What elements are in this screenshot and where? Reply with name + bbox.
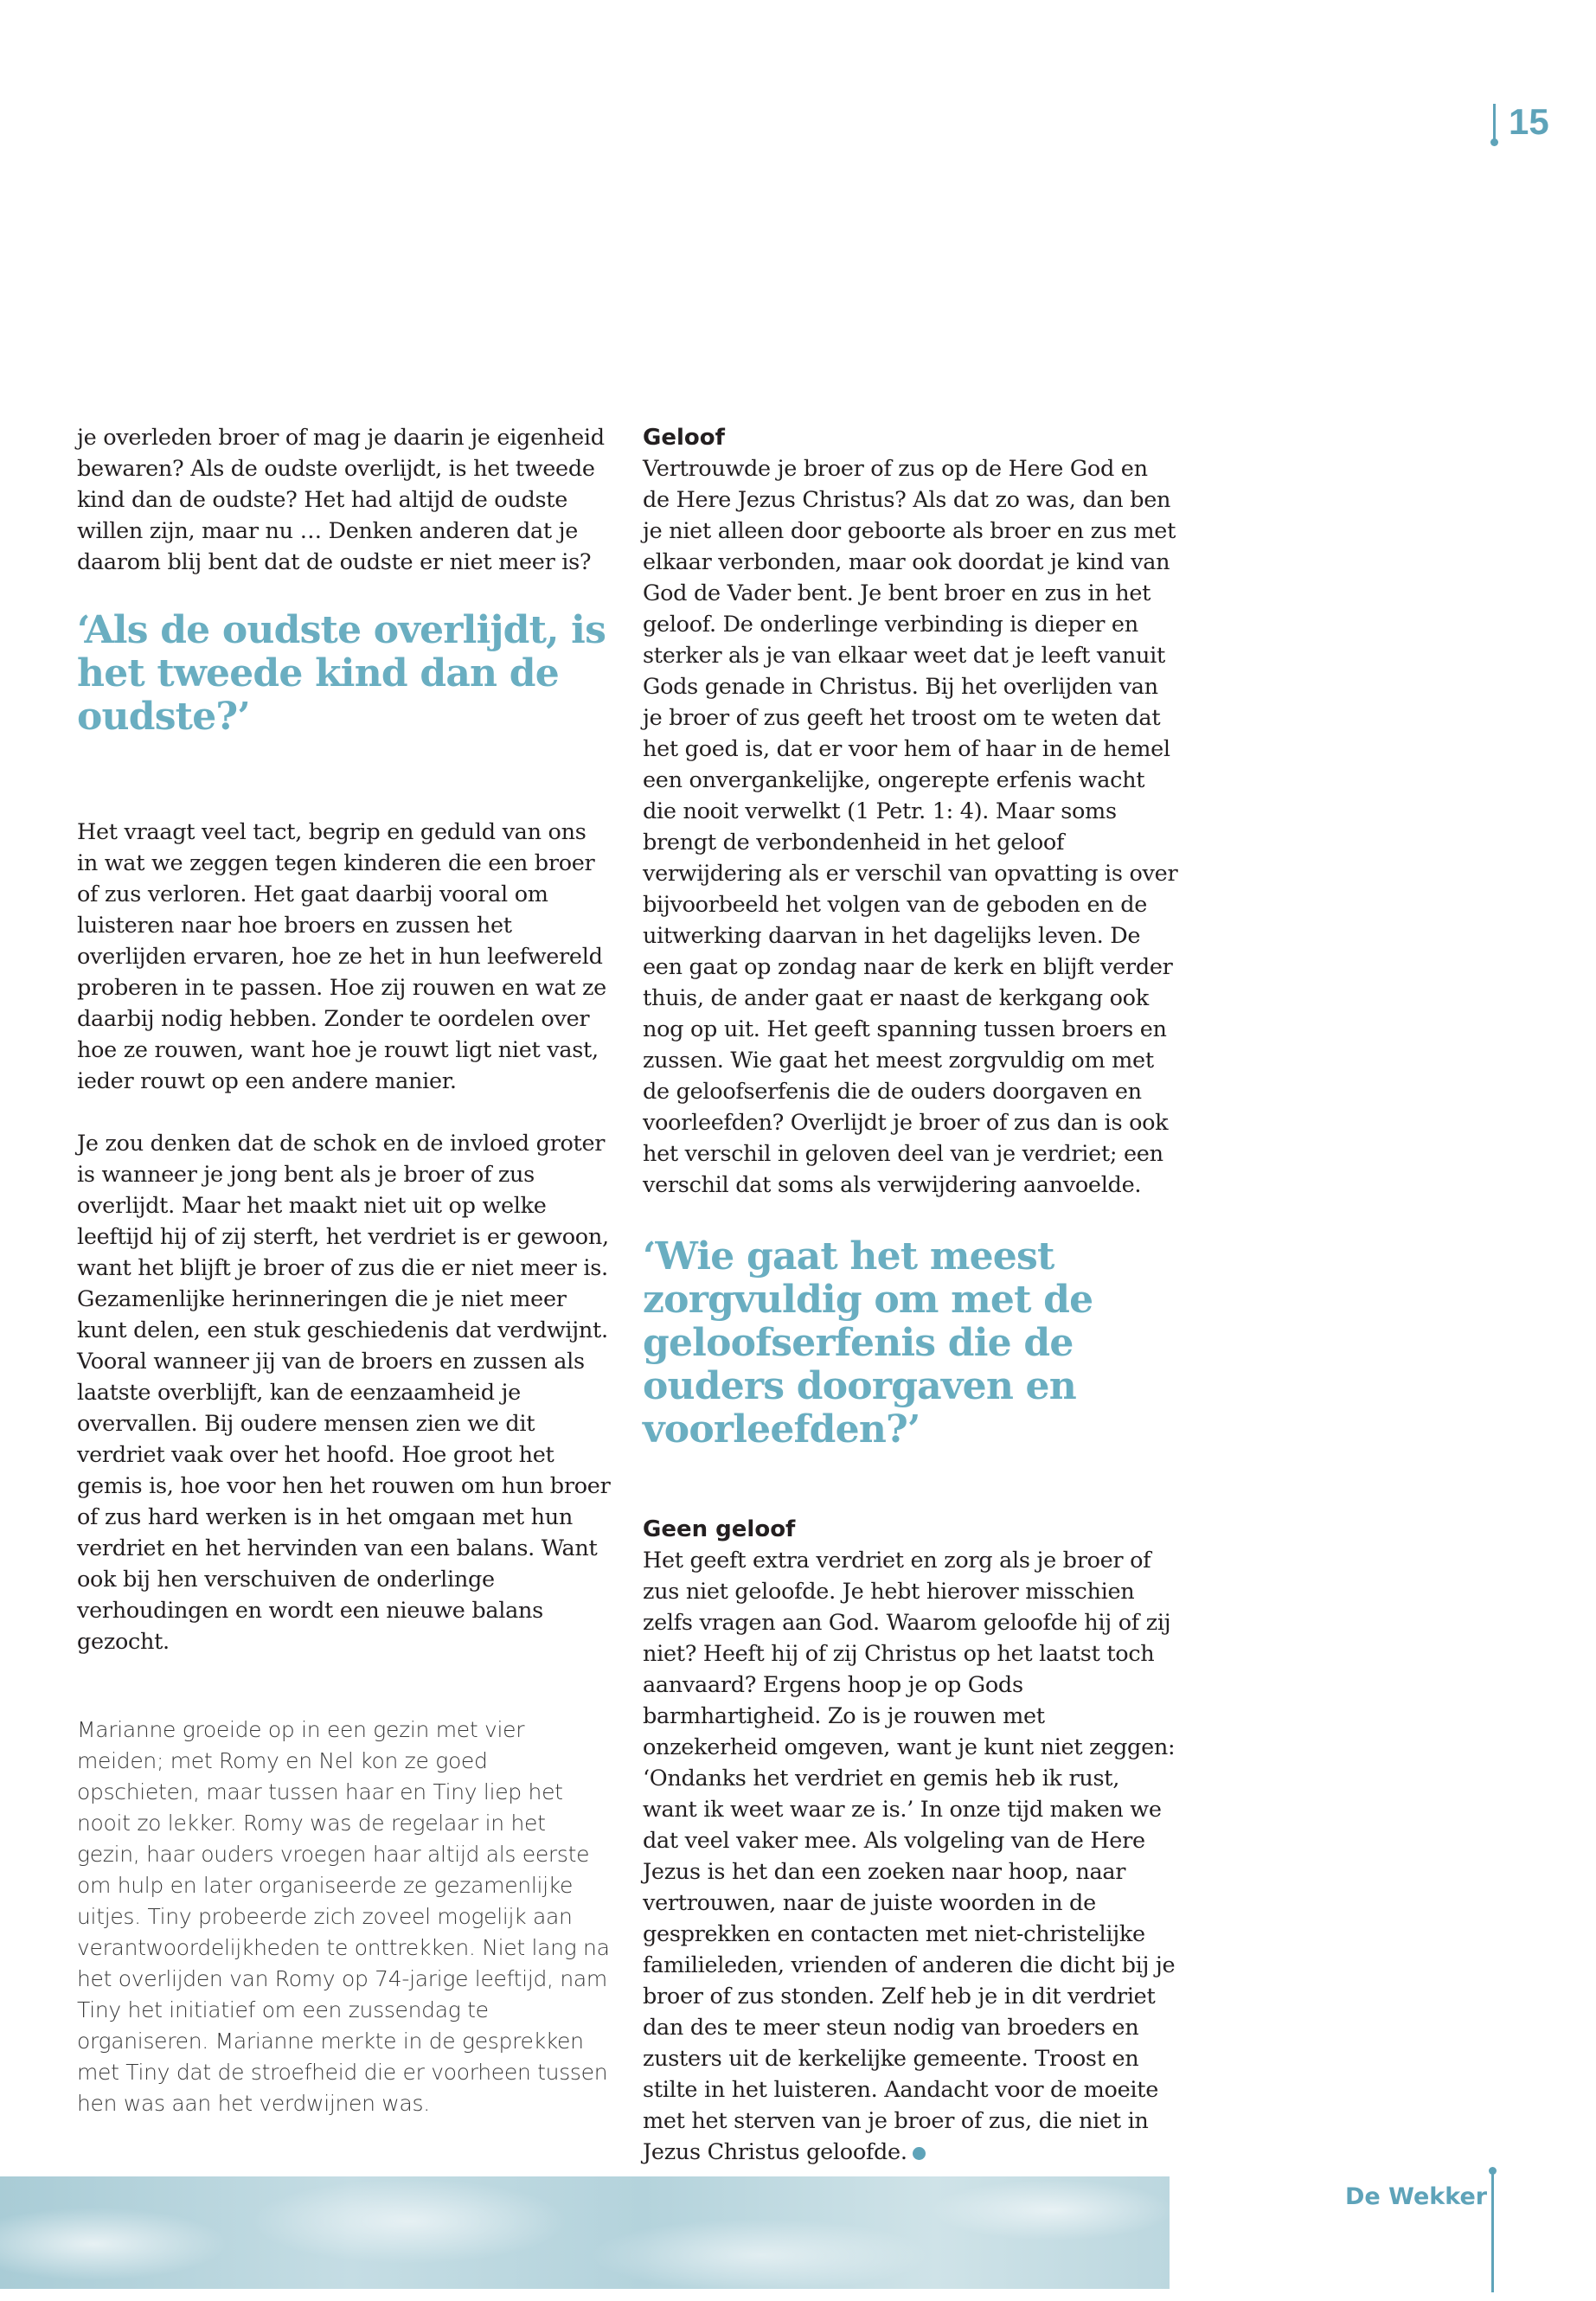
footer-sky-image: [0, 2176, 1170, 2289]
footer-rule: [1491, 2173, 1494, 2292]
heading-geloof: Geloof: [643, 425, 725, 451]
right-column: [643, 422, 1179, 2168]
page-number: 15: [1509, 101, 1549, 142]
pull-quote-right: ‘Wie gaat het meest zorgvuldig om met de geloofserfenis die de ouders doorgaven en voorleefden?’: [643, 1234, 1093, 1452]
left-paragraph-3: Je zou denken dat de schok en de invloed groter is wanneer je jong bent als je broer of zus overlijdt. Maar het maakt niet uit op welke leeftijd hij of zij sterft, het verdriet is er gewoon, want het blijft je broer of zus die er niet meer is. Gezamenlijke herinneringen die je niet meer kunt delen, een stuk geschiedenis dat verdwijnt. Vooral wanneer jij van de broers en zussen als laatste overblijft, kan de eenzaamheid je overvallen. Bij oudere mensen zien we dit verdriet vaak over het hoofd. Hoe groot het gemis is, hoe voor hen het rouwen om hun broer of zus hard werken is in het omgaan met hun verdriet en het hervinden van een balans. Want ook bij hen verschuiven de onderlinge verhoudingen en wordt een nieuwe balans gezocht.: [77, 1131, 611, 1655]
right-paragraph-2-text: Het geeft extra verdriet en zorg als je broer of zus niet geloofde. Je hebt hierover misschien zelfs vragen aan God. Waarom geloofde hij of zij niet? Heeft hij of zij Christus op het laatst toch aanvaard? Ergens hoop je op Gods barmhartigheid. Zo is je rouwen met onzekerheid omgeven, want je kunt niet zeggen: ‘Ondanks het verdriet en gemis heb ik rust, want ik weet waar ze is.’ In onze tijd maken we dat veel vaker mee. Als volgeling van de Here Jezus is het dan een zoeken naar hoop, naar vertrouwen, naar de juiste woorden in de gesprekken en contacten met niet-christelijke familieleden, vrienden of anderen die dicht bij je broer of zus stonden. Zelf heb je in dit verdriet dan des te meer steun nodig van broeders en zusters uit de kerkelijke gemeente. Troost en stilte in het luisteren. Aandacht voor de moeite met het sterven van je broer of zus, die niet in Jezus Christus geloofde.: [643, 1548, 1176, 2165]
page-number-rule: [1493, 104, 1496, 142]
magazine-name: De Wekker: [1345, 2183, 1488, 2210]
pull-quote-left: ‘Als de oudste overlijdt, is het tweede kind dan de oudste?’: [77, 608, 606, 739]
left-paragraph-2: Het vraagt veel tact, begrip en geduld van ons in wat we zeggen tegen kinderen die een broer of zus verloren. Het gaat daarbij vooral om luisteren naar hoe broers en zussen het overlijden ervaren, hoe ze het in hun leefwereld proberen in te passen. Hoe zij rouwen en wat ze daarbij nodig hebben. Zonder te oordelen over hoe ze rouwen, want hoe je rouwt ligt niet vast, ieder rouwt op een andere manier.: [77, 819, 606, 1094]
heading-geen-geloof: Geen geloof: [643, 1516, 796, 1542]
left-paragraph-1: je overleden broer of mag je daarin je eigenheid bewaren? Als de oudste overlijdt, is het tweede kind dan de oudste? Het had altijd de oudste willen zijn, maar nu … Denken anderen dat je daarom blij bent dat de oudste er niet meer is?: [77, 425, 605, 575]
right-paragraph-1: Vertrouwde je broer of zus op de Here God en de Here Jezus Christus? Als dat zo was, dan ben je niet alleen door geboorte als broer en zus met elkaar verbonden, maar ook doordat je kind van God de Vader bent. Je bent broer en zus in het geloof. De onderlinge verbinding is dieper en sterker als je van elkaar weet dat je leeft vanuit Gods genade in Christus. Bij het overlijden van je broer of zus geeft het troost om te weten dat het goed is, dat er voor hem of haar in de hemel een onvergankelijke, ongerepte erfenis wacht die nooit verwelkt (1 Petr. 1: 4). Maar soms brengt de verbondenheid in het geloof verwijdering als er verschil van opvatting is over bijvoorbeeld het volgen van de geboden en de uitwerking daarvan in het dagelijks leven. De een gaat op zondag naar de kerk en blijft verder thuis, de ander gaat er naast de kerkgang ook nog op uit. Het geeft spanning tussen broers en zussen. Wie gaat het meest zorgvuldig om met de geloofserfenis die de ouders doorgaven en voorleefden? Overlijdt je broer of zus dan is ook het verschil in geloven deel van je verdriet; een verschil dat soms als verwijdering aanvoelde.: [643, 456, 1178, 1198]
end-mark-dot: [913, 2147, 926, 2160]
left-column: [77, 422, 613, 2119]
right-paragraph-2: [643, 1545, 1179, 2168]
page-number-dot: [1490, 138, 1498, 146]
case-example: Marianne groeide op in een gezin met vier meiden; met Romy en Nel kon ze goed opschieten, maar tussen haar en Tiny liep het nooit zo lekker. Romy was de regelaar in het gezin, haar ouders vroegen haar altijd als eerste om hulp en later organiseerde ze gezamenlijke uitjes. Tiny probeerde zich zoveel mogelijk aan verantwoordelijkheden te onttrekken. Niet lang na het overlijden van Romy op 74-jarige leeftijd, nam Tiny het initiatief om een zussendag te organiseren. Marianne merkte in de gesprekken met Tiny dat de stroefheid die er voorheen tussen hen was aan het verdwijnen was.: [77, 1717, 610, 2116]
